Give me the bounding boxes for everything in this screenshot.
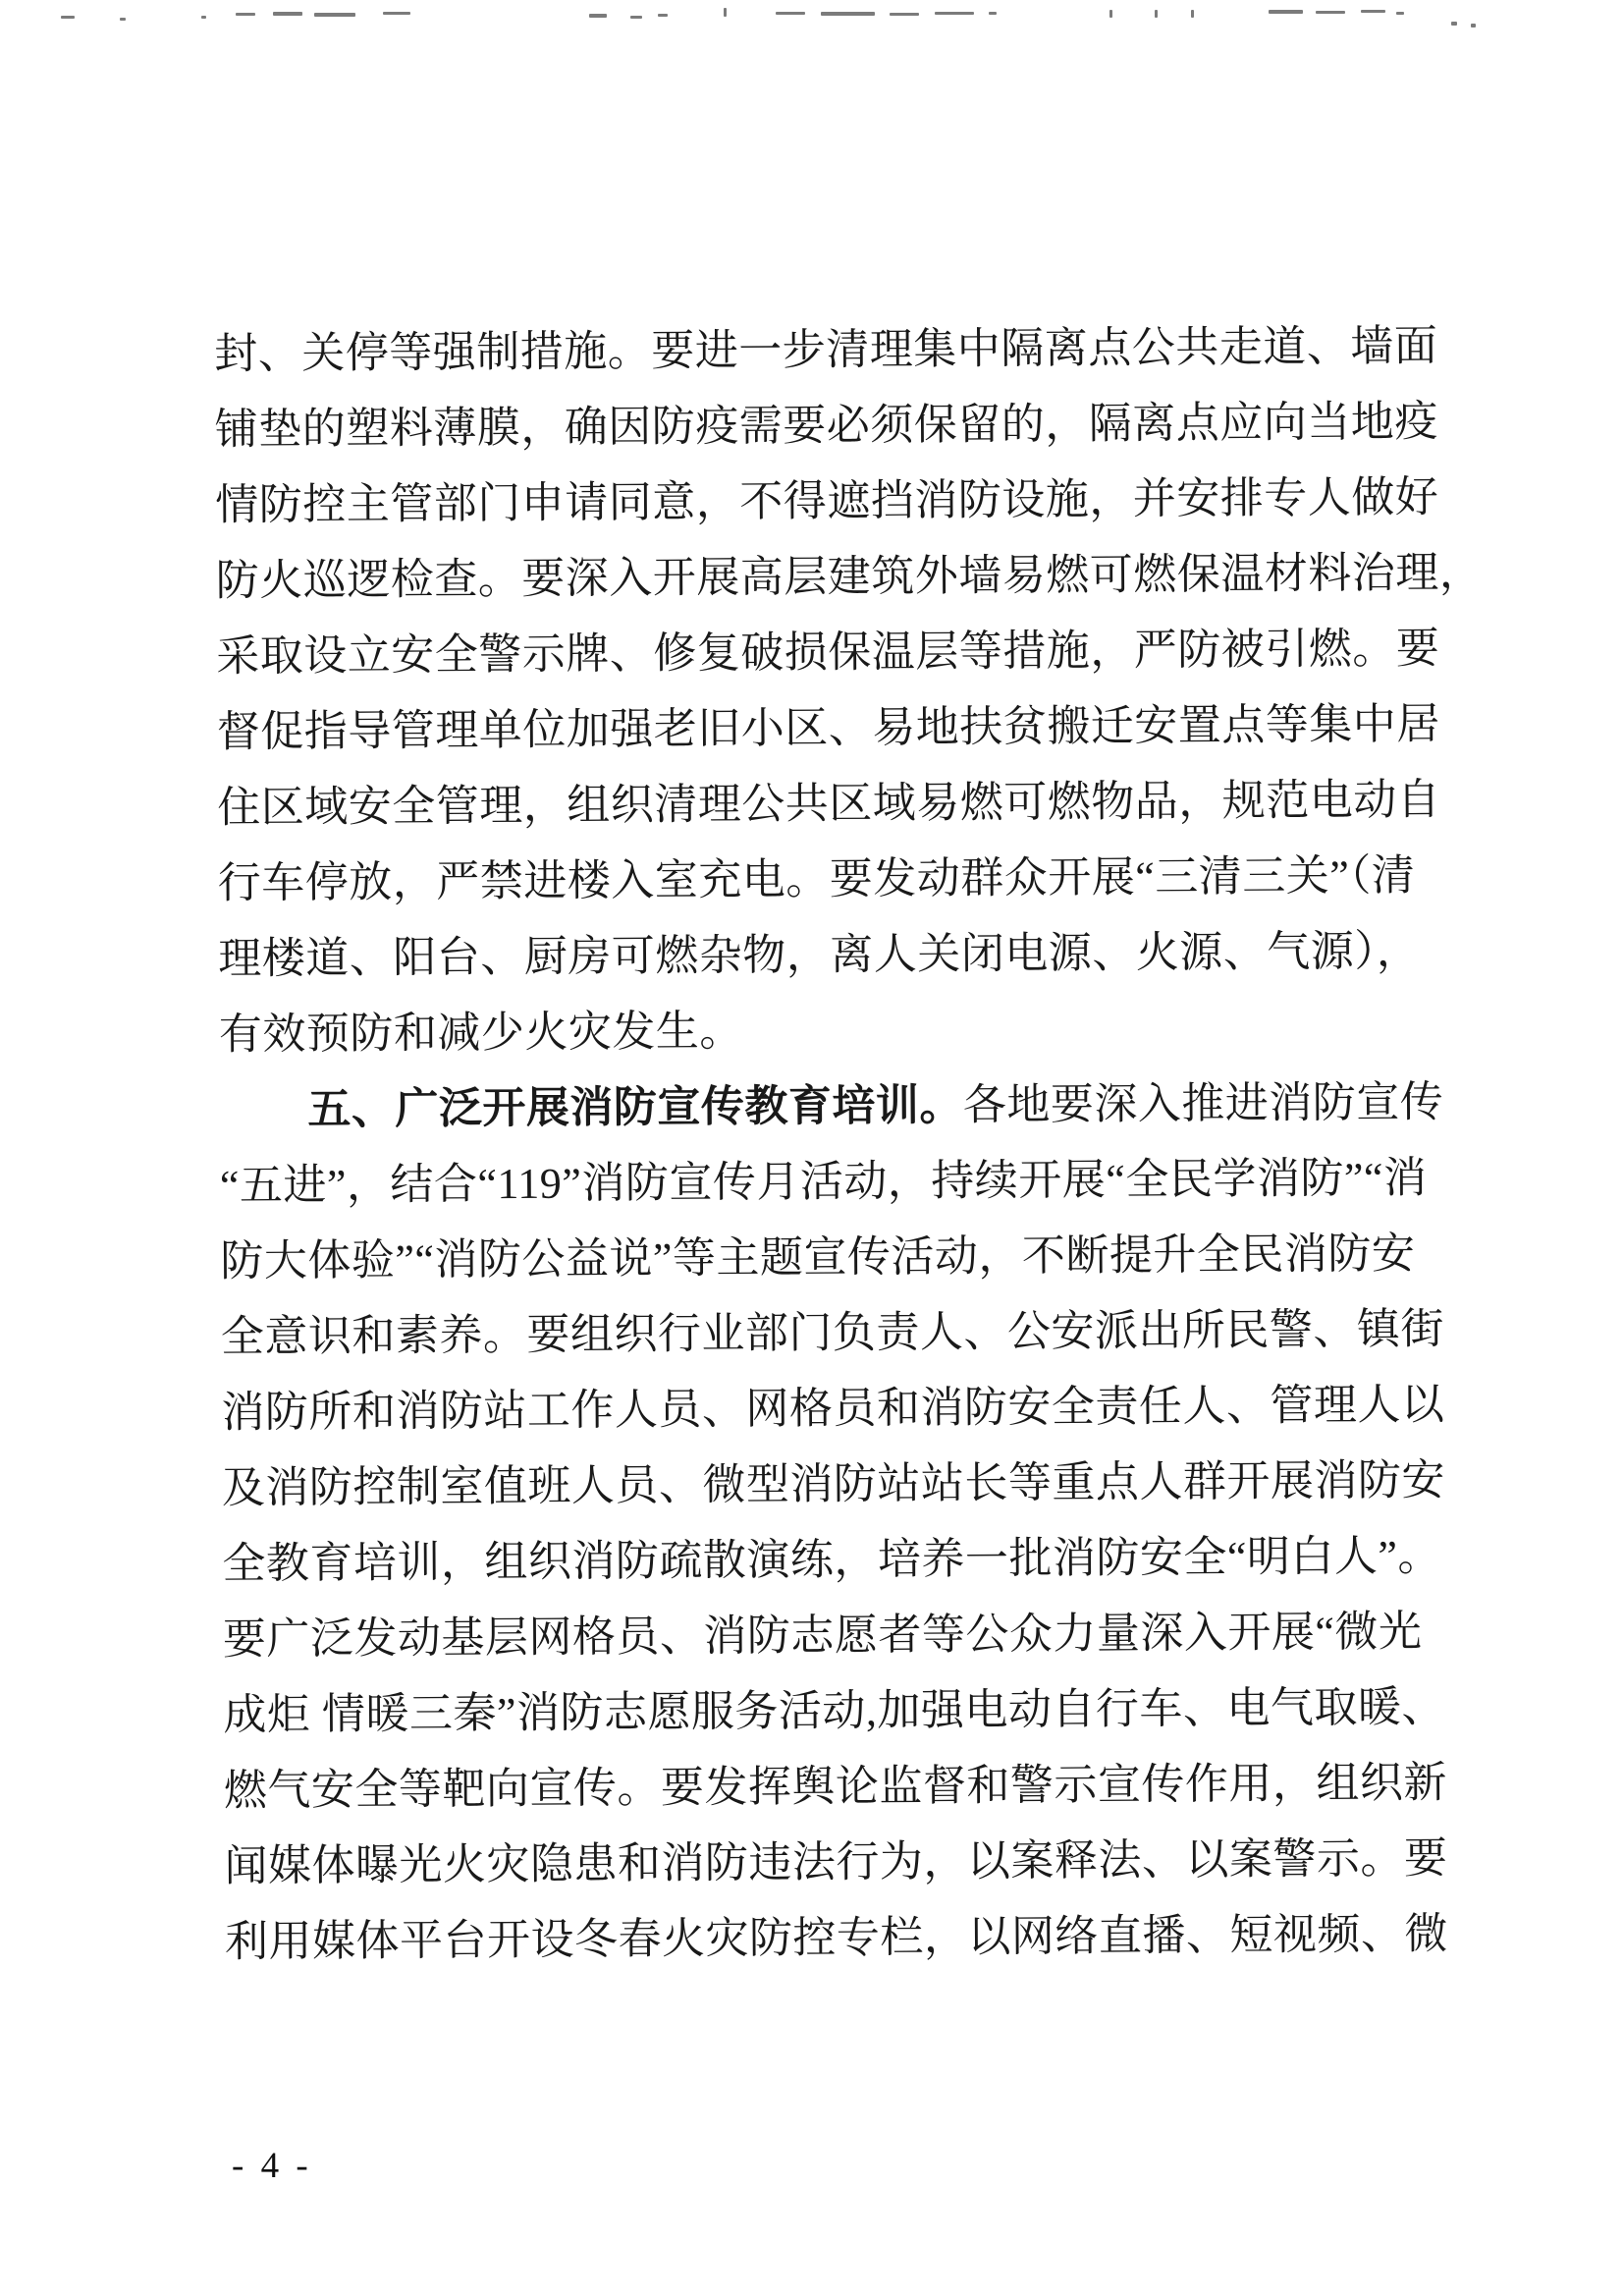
text-line (219, 988, 1495, 1072)
line-text: 全教育培训，组织消防疏散演练，培养一批消防安全“明白人”。 (222, 1531, 1442, 1588)
text-line (216, 610, 1492, 694)
text-line (214, 307, 1490, 392)
line-text: 燃气安全等靶向宣传。要发挥舆论监督和警示宣传作用，组织新 (223, 1758, 1448, 1815)
page-number: - 4 - (232, 2146, 312, 2186)
line-text: 消防所和消防站工作人员、网格员和消防安全责任人、管理人以 (221, 1380, 1445, 1437)
text-line (218, 837, 1494, 921)
text-line (224, 1744, 1500, 1829)
text-line (225, 1895, 1501, 1980)
document-body (214, 307, 1501, 1980)
text-line (223, 1593, 1499, 1677)
scan-artifact-strip (0, 0, 1623, 39)
text-line (216, 534, 1492, 619)
text-line (224, 1820, 1500, 1904)
text-line (221, 1290, 1497, 1375)
line-text: 要广泛发动基层网格员、消防志愿者等公众力量深入开展“微光 (222, 1607, 1423, 1664)
line-text: 利用媒体平台开设冬春火灾防控专栏，以网络直播、短视频、微 (224, 1909, 1449, 1966)
section-heading: 五、广泛开展消防宣传教育培训。 (307, 1080, 964, 1134)
line-text: 理楼道、阳台、厨房可燃杂物，离人关闭电源、火源、气源）， (218, 926, 1421, 983)
line-text: 行车停放，严禁进楼入室充电。要发动群众开展“三清三关”（清 (217, 850, 1416, 907)
line-text: 防火巡逻检查。要深入开展高层建筑外墙易燃可燃保温材料治理， (215, 548, 1484, 605)
text-line (222, 1517, 1498, 1602)
line-text: 铺垫的塑料薄膜，确因防疫需要必须保留的，隔离点应向当地疫 (214, 397, 1438, 454)
section-heading-line (219, 1064, 1495, 1148)
line-text: 督促指导管理单位加强老旧小区、易地扶贫搬迁安置点等集中居 (216, 699, 1440, 756)
line-text: 住区域安全管理，组织清理公共区域易燃可燃物品，规范电动自 (217, 775, 1441, 832)
text-line (217, 685, 1493, 770)
text-line (222, 1442, 1498, 1526)
line-text: 情防控主管部门申请同意，不得遮挡消防设施，并安排专人做好 (215, 472, 1439, 529)
line-text: 封、关停等强制措施。要进一步清理集中隔离点公共走道、墙面 (214, 321, 1438, 378)
text-line (220, 1139, 1496, 1224)
text-line (215, 459, 1491, 543)
line-text: 各地要深入推进消防宣传 (962, 1077, 1444, 1129)
line-text: 采取设立安全警示牌、修复破损保温层等措施，严防被引燃。要 (216, 624, 1440, 681)
line-text: 及消防控制室值班人员、微型消防站站长等重点人群开展消防安 (221, 1455, 1446, 1512)
text-line (223, 1668, 1499, 1753)
line-text: 成炬 情暖三秦”消防志愿服务活动,加强电动自行车、电气取暖、 (223, 1682, 1446, 1739)
line-text: “五进”，结合“119”消防宣传月活动，持续开展“全民学消防”“消 (219, 1153, 1428, 1210)
text-line (221, 1366, 1497, 1450)
text-line (220, 1215, 1496, 1299)
line-text: 闻媒体曝光火灾隐患和消防违法行为，以案释法、以案警示。要 (224, 1833, 1448, 1890)
text-line (215, 383, 1491, 467)
line-text: 全意识和素养。要组织行业部门负责人、公安派出所民警、镇街 (220, 1304, 1445, 1361)
line-text: 防大体验”“消防公益说”等主题宣传活动，不断提升全民消防安 (220, 1229, 1416, 1285)
text-line (218, 912, 1494, 997)
text-line (217, 761, 1493, 846)
line-text: 有效预防和减少火灾发生。 (218, 1007, 744, 1059)
